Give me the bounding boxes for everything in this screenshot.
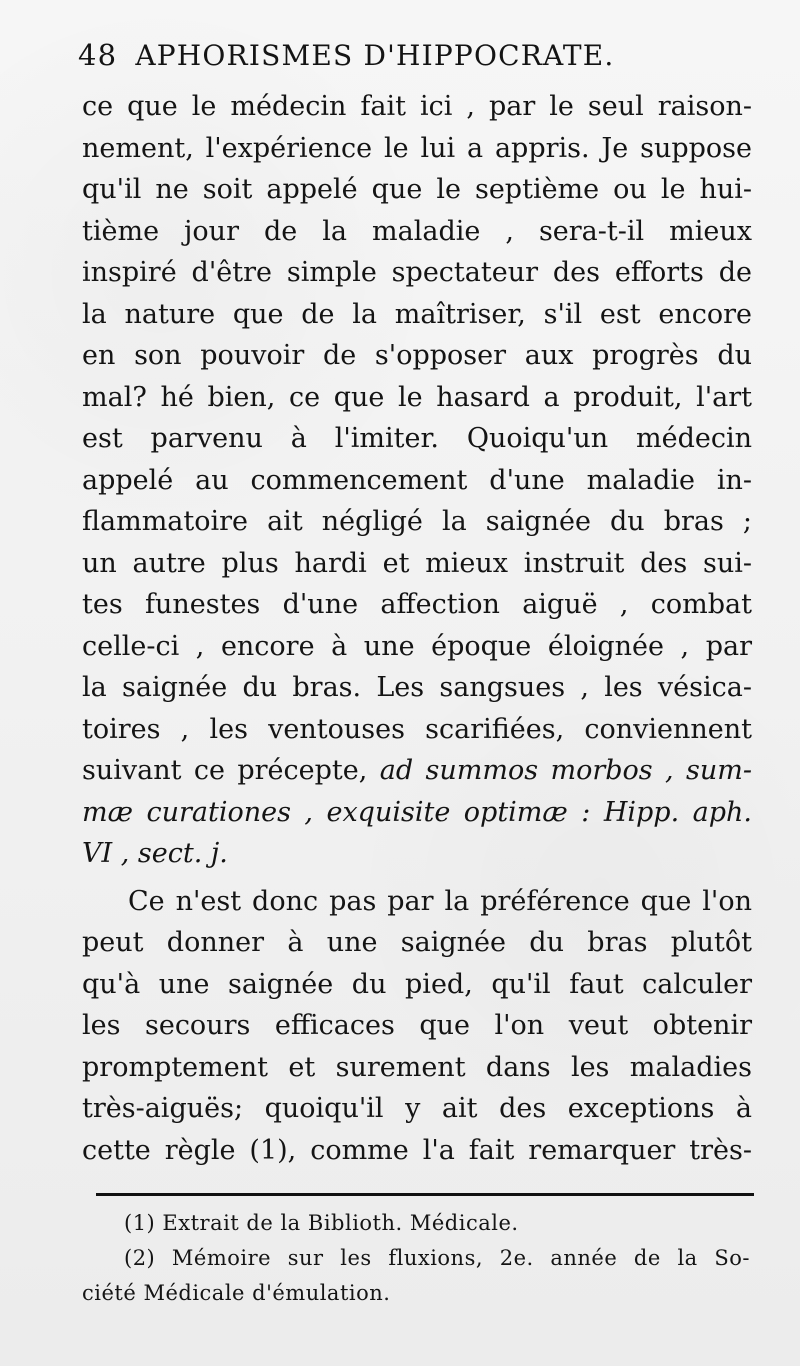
page-number: 48 xyxy=(78,38,118,72)
roman-text: suivant ce précepte, xyxy=(82,755,380,786)
text-line: mal? hé bien, ce que le hasard a produit, l'art xyxy=(82,381,752,413)
text-line: est parvenu à l'imiter. Quoiqu'un médecin xyxy=(82,423,752,454)
text-line: la saignée du bras. Les sangsues , les vésica- xyxy=(82,672,752,703)
footnote-2-line-2: ciété Médicale d'émulation. xyxy=(82,1281,391,1305)
text-line: toires , les ventouses scarifiées, conviennent xyxy=(82,713,752,745)
text-line: peut donner à une saignée du bras plutôt xyxy=(82,927,752,958)
text-line: ce que le médecin fait ici , par le seul raison- xyxy=(82,91,752,122)
footnote-rule xyxy=(96,1193,754,1196)
text-line: appelé au commencement d'une maladie in- xyxy=(82,464,752,496)
text-line: qu'il ne soit appelé que le septième ou le hui- xyxy=(82,174,752,205)
main-text xyxy=(82,86,752,1171)
text-line: qu'à une saignée du pied, qu'il faut calculer xyxy=(82,968,752,1000)
text-line: Ce n'est donc pas par la préférence que l'on xyxy=(128,885,752,917)
page-header xyxy=(78,28,752,82)
text-line: très-aiguës; quoiqu'il y ait des exceptions à xyxy=(82,1093,752,1124)
text-line: tes funestes d'une affection aiguë , combat xyxy=(82,589,752,620)
italic-text-line: mæ curationes , exquisite optimæ : Hipp. aph. xyxy=(82,796,752,828)
mixed-style-line xyxy=(82,750,752,792)
italic-text-line: VI , sect. j. xyxy=(82,838,228,869)
footnotes xyxy=(82,1206,752,1311)
text-line: la nature que de la maîtriser, s'il est encore xyxy=(82,298,752,330)
text-line: un autre plus hardi et mieux instruit des sui- xyxy=(82,547,752,579)
text-line: nement, l'expérience le lui a appris. Je suppose xyxy=(82,132,752,164)
footnote-1: (1) Extrait de la Biblioth. Médicale. xyxy=(124,1211,519,1235)
italic-latin-text: ad summos morbos , sum- xyxy=(379,755,752,786)
text-line: les secours efficaces que l'on veut obtenir xyxy=(82,1010,752,1041)
text-line: celle-ci , encore à une époque éloignée , par xyxy=(82,630,752,662)
text-line: inspiré d'être simple spectateur des efforts de xyxy=(82,257,752,288)
text-line: cette règle (1), comme l'a fait remarquer très- xyxy=(82,1134,752,1166)
running-title: APHORISMES D'HIPPOCRATE. xyxy=(135,39,615,72)
text-line: promptement et surement dans les maladies xyxy=(82,1051,752,1083)
text-line: flammatoire ait négligé la saignée du bras ; xyxy=(82,506,752,537)
text-line: tième jour de la maladie , sera-t-il mieux xyxy=(82,215,752,247)
footnote-2-line-1: (2) Mémoire sur les fluxions, 2e. année de la So- xyxy=(124,1246,750,1270)
text-line: en son pouvoir de s'opposer aux progrès du xyxy=(82,340,752,371)
